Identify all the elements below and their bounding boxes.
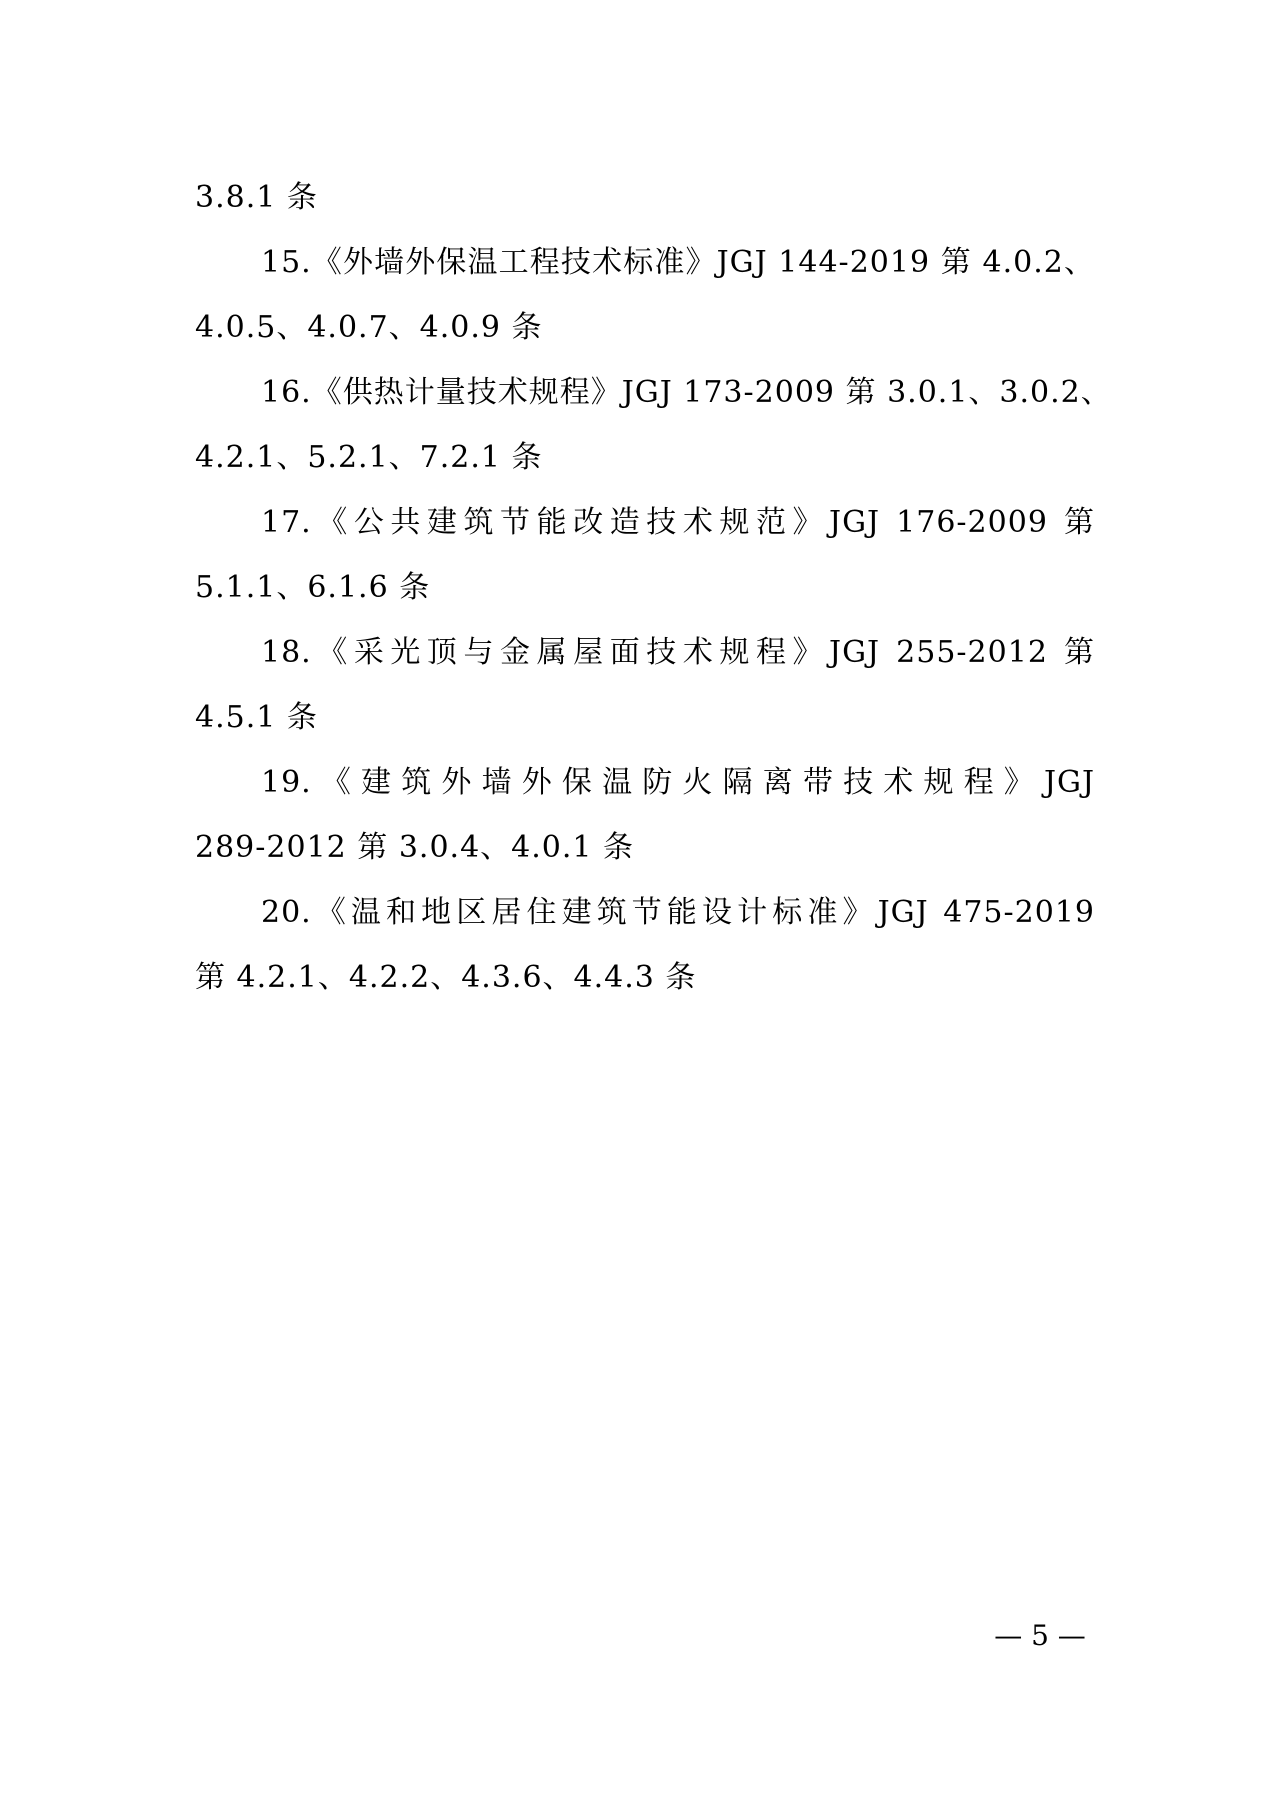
standards-list bbox=[195, 165, 1112, 1010]
text-line: 4.0.5、4.0.7、4.0.9 条 bbox=[195, 310, 543, 345]
text-line: 5.1.1、6.1.6 条 bbox=[195, 570, 431, 605]
text-line: 16.《供热计量技术规程》JGJ 173-2009 第 3.0.1、3.0.2、 bbox=[261, 375, 1112, 410]
text-line: 17.《公共建筑节能改造技术规范》JGJ 176-2009 第 bbox=[261, 505, 1095, 540]
text-line: 18.《采光顶与金属屋面技术规程》JGJ 255-2012 第 bbox=[261, 635, 1095, 670]
page-number: — 5 — bbox=[994, 1619, 1086, 1652]
text-line: 4.5.1 条 bbox=[195, 700, 318, 735]
text-line: 第 4.2.1、4.2.2、4.3.6、4.4.3 条 bbox=[195, 960, 697, 995]
text-line: 19.《建筑外墙外保温防火隔离带技术规程》JGJ bbox=[261, 765, 1095, 800]
text-line: 289-2012 第 3.0.4、4.0.1 条 bbox=[195, 830, 635, 865]
text-line: 15.《外墙外保温工程技术标准》JGJ 144-2019 第 4.0.2、 bbox=[261, 245, 1095, 280]
text-line: 3.8.1 条 bbox=[195, 180, 318, 215]
text-line: 20.《温和地区居住建筑节能设计标准》JGJ 475-2019 bbox=[261, 895, 1095, 930]
text-line: 4.2.1、5.2.1、7.2.1 条 bbox=[195, 440, 543, 475]
